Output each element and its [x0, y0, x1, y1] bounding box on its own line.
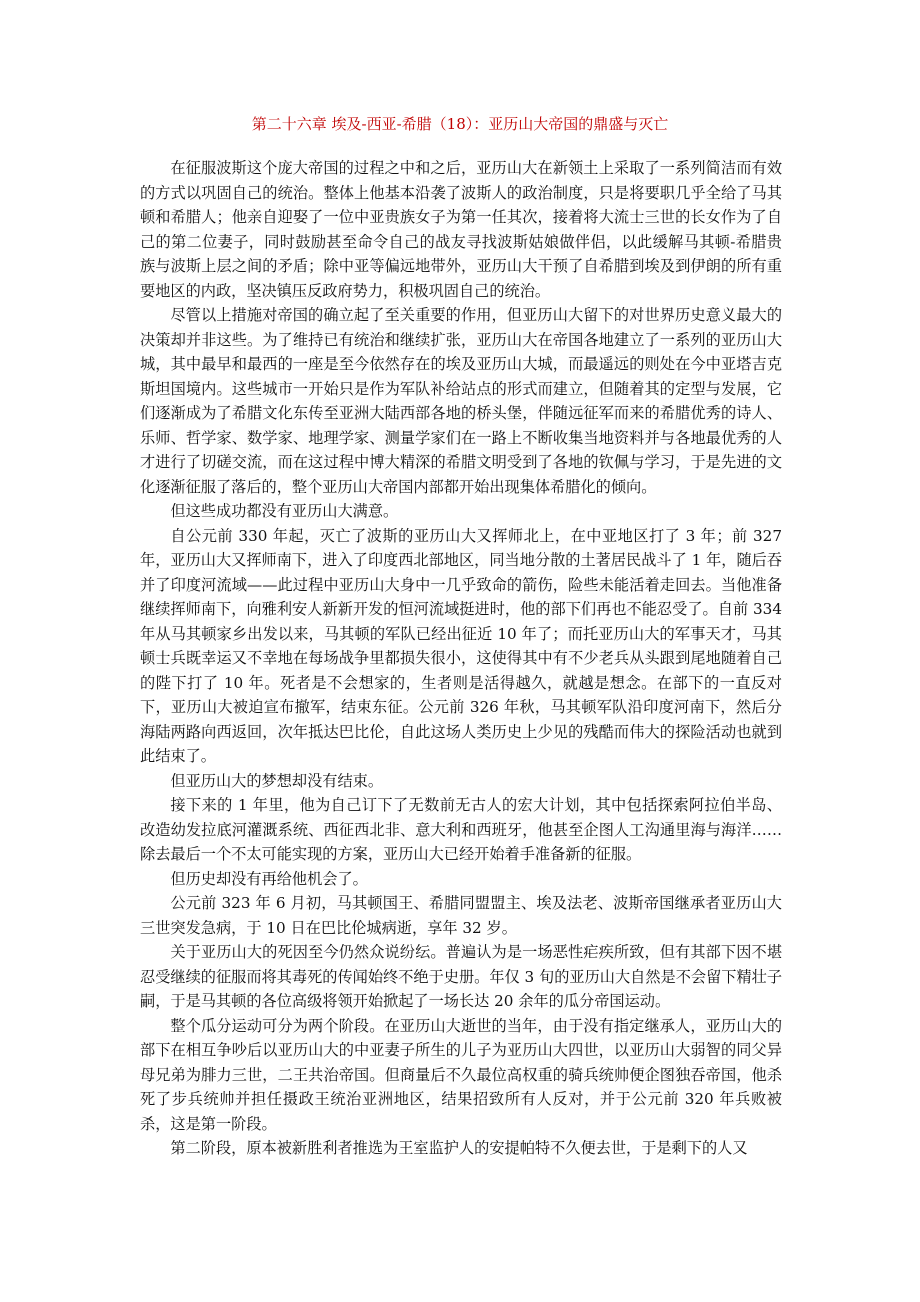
paragraph: 在征服波斯这个庞大帝国的过程之中和之后，亚历山大在新领土上采取了一系列简洁而有效的方式以巩固自己的统治。整体上他基本沿袭了波斯人的政治制度，只是将要职几乎全给了马其顿和希腊人；他亲自迎娶了一位中亚贵族女子为第一任其次，接着将大流士三世的长女作为了自己的第二位妻子，同时鼓励甚至命令自己的战友寻找波斯姑娘做伴侣，以此缓解马其顿-希腊贵族与波斯上层之间的矛盾；除中亚等偏远地带外，亚历山大干预了自希腊到埃及到伊朗的所有重要地区的内政，坚决镇压反政府势力，积极巩固自己的统治。	[140, 159, 782, 300]
paragraph: 公元前 323 年 6 月初，马其顿国王、希腊同盟盟主、埃及法老、波斯帝国继承者亚历山大三世突发急病，于 10 日在巴比伦城病逝，享年 32 岁。	[140, 894, 782, 937]
paragraph: 自公元前 330 年起，灭亡了波斯的亚历山大又挥师北上，在中亚地区打了 3 年；前 327 年，亚历山大又挥师南下，进入了印度西北部地区，同当地分散的土著居民战斗了 1 年，随后吞并了印度河流域——此过程中亚历山大身中一几乎致命的箭伤，险些未能活着走回去。当他准备继续挥师南下，向雅利安人新新开发的恒河流域挺进时，他的部下们再也不能忍受了。自前 334 年从马其顿家乡出发以来，马其顿的军队已经出征近 10 年了；而托亚历山大的军事天才，马其顿士兵既幸运又不幸地在每场战争里都损失很小，这使得其中有不少老兵从头跟到尾地随着自己的陛下打了 10 年。死者是不会想家的，生者则是活得越久，就越是想念。在部下的一直反对下，亚历山大被迫宣布撤军，结束东征。公元前 326 年秋，马其顿军队沿印度河南下，然后分海陆两路向西返回，次年抵达巴比伦，自此这场人类历史上少见的残酷而伟大的探险活动也就到此结束了。	[140, 526, 783, 765]
paragraph: 尽管以上措施对帝国的确立起了至关重要的作用，但亚历山大留下的对世界历史意义最大的决策却并非这些。为了维持已有统治和继续扩张，亚历山大在帝国各地建立了一系列的亚历山大城，其中最早和最西的一座是至今依然存在的埃及亚历山大城，而最遥远的则处在今中亚塔吉克斯坦国境内。这些城市一开始只是作为军队补给站点的形式而建立，但随着其的定型与发展，它们逐渐成为了希腊文化东传至亚洲大陆西部各地的桥头堡，伴随远征军而来的希腊优秀的诗人、乐师、哲学家、数学家、地理学家、测量学家们在一路上不断收集当地资料并与各地最优秀的人才进行了切磋交流，而在这过程中博大精深的希腊文明受到了各地的钦佩与学习，于是先进的文化逐渐征服了落后的，整个亚历山大帝国内部都开始出现集体希腊化的倾向。	[140, 306, 782, 496]
paragraph: 整个瓜分运动可分为两个阶段。在亚历山大逝世的当年，由于没有指定继承人，亚历山大的部下在相互争吵后以亚历山大的中亚妻子所生的儿子为亚历山大四世，以亚历山大弱智的同父异母兄弟为腓力三世，二王共治帝国。但商量后不久最位高权重的骑兵统帅便企图独吞帝国，他杀死了步兵统帅并担任摄政王统治亚洲地区，结果招致所有人反对，并于公元前 320 年兵败被杀，这是第一阶段。	[140, 1016, 782, 1133]
paragraph: 但历史却没有再给他机会了。	[170, 869, 368, 888]
paragraph: 关于亚历山大的死因至今仍然众说纷纭。普遍认为是一场恶性疟疾所致，但有其部下因不堪忍受继续的征服而将其毒死的传闻始终不绝于史册。年仅 3 旬的亚历山大自然是不会留下精壮子嗣，于是马其顿的各位高级将领开始掀起了一场长达 20 余年的瓜分帝国运动。	[140, 943, 783, 1010]
paragraph: 第二阶段，原本被新胜利者推选为王室监护人的安提帕特不久便去世，于是剩下的人又	[170, 1139, 748, 1157]
paragraph: 接下来的 1 年里，他为自己订下了无数前无古人的宏大计划，其中包括探索阿拉伯半岛、改造幼发拉底河灌溉系统、西征西北非、意大利和西班牙，他甚至企图人工沟通里海与海洋……除去最后一个不太可能实现的方案，亚历山大已经开始着手准备新的征服。	[140, 796, 782, 863]
chapter-title: 第二十六章 埃及-西亚-希腊（18）：亚历山大帝国的鼎盛与灭亡	[251, 115, 669, 133]
body-text	[140, 156, 782, 1161]
paragraph: 但这些成功都没有亚历山大满意。	[170, 502, 399, 520]
paragraph: 但亚历山大的梦想却没有结束。	[170, 771, 384, 790]
